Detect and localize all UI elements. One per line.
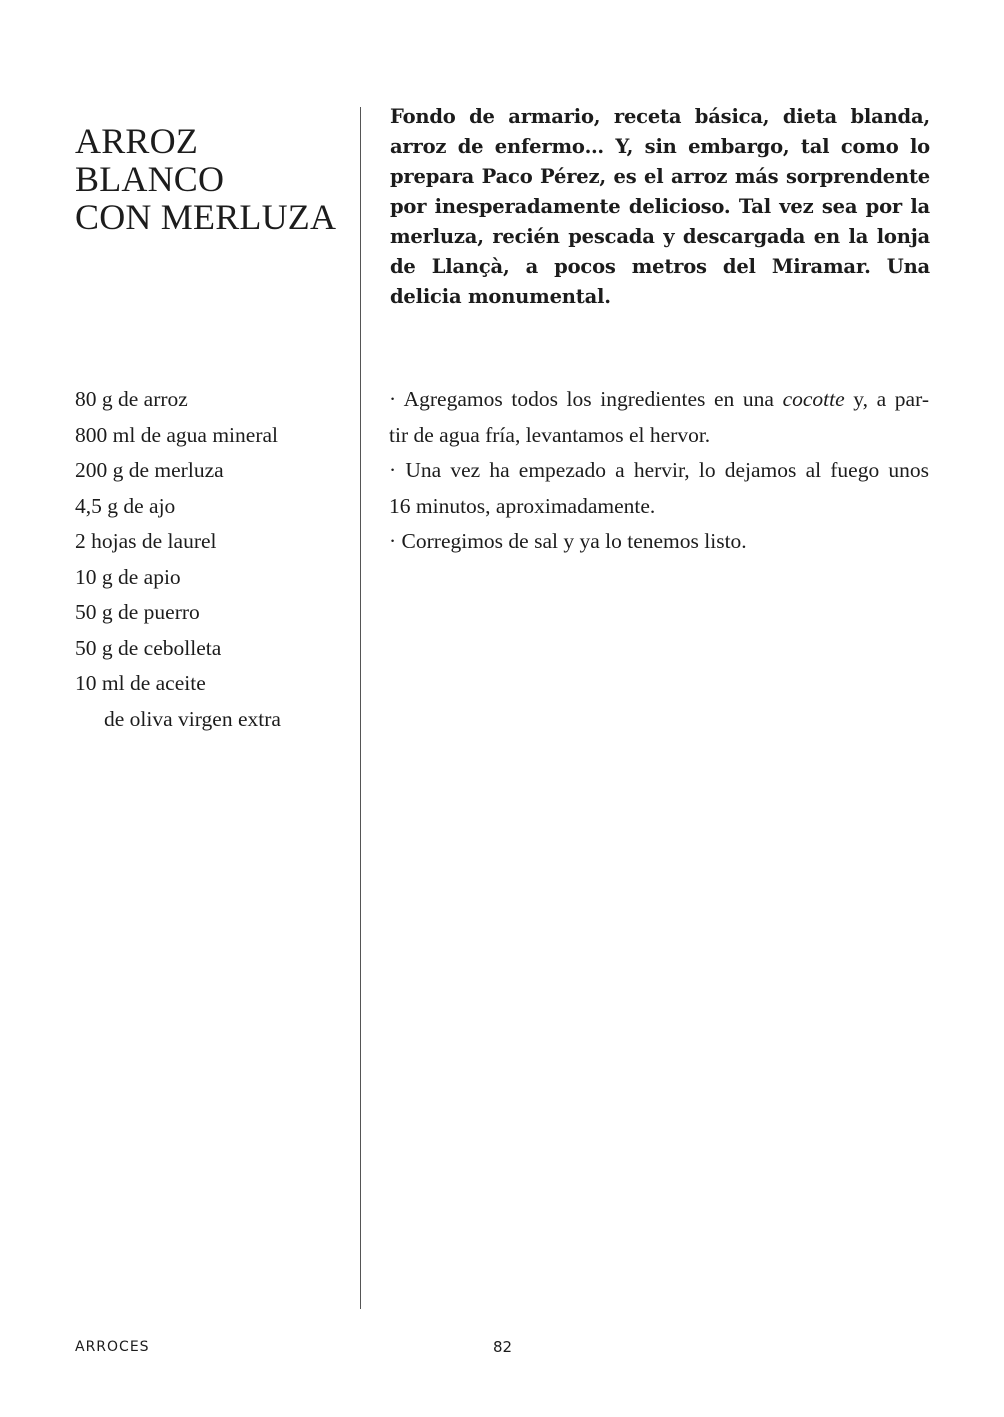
page-number: 82	[493, 1338, 513, 1356]
footer-section-label: ARROCES	[75, 1339, 150, 1355]
ingredient-item: 80 g de arroz	[75, 387, 188, 411]
ingredient-item: 10 g de apio	[75, 564, 181, 589]
recipe-intro: Fondo de armario, receta básica, dieta blanda, arroz de enfermo… Y, sin embargo, tal como lo prepara Paco Pérez, es el arroz más sorprendente por inesperadamente delicioso. Tal vez sea por la merluza, recién pescada y descargada en la lonja de Llançà, a pocos metros del Miramar. Una delicia monumental.	[390, 105, 930, 308]
step-1-continuation: tir de agua fría, levantamos el hervor.	[389, 422, 711, 447]
preparation-steps	[389, 382, 929, 560]
ingredient-item: 50 g de puerro	[75, 600, 200, 624]
ingredient-item: 4,5 g de ajo	[75, 493, 176, 518]
ingredient-item: 800 ml de agua mineral	[75, 422, 278, 447]
recipe-title	[75, 122, 345, 236]
ingredient-item: 50 g de cebolleta	[75, 635, 222, 660]
step-1-italic-term: cocotte	[782, 387, 845, 411]
recipe-title-line: BLANCO	[75, 159, 225, 199]
ingredient-item: 2 hojas de laurel	[75, 529, 217, 553]
ingredient-item: 10 ml de aceite	[75, 671, 206, 695]
column-divider	[360, 107, 361, 1309]
step-1-text: · Agregamos todos los ingredientes en una	[389, 387, 783, 411]
recipe-title-line: ARROZ	[75, 121, 199, 161]
step-3: · Corregimos de sal y ya lo tenemos listo.	[389, 529, 747, 553]
step-1	[389, 382, 929, 418]
ingredients-list	[75, 382, 345, 737]
ingredient-item: 200 g de merluza	[75, 458, 224, 482]
recipe-title-line: CON MERLUZA	[75, 197, 337, 237]
step-2-continuation: 16 minutos, aproximadamente.	[389, 493, 656, 518]
step-2: · Una vez ha empezado a hervir, lo dejamos al fuego unos	[389, 458, 929, 482]
ingredient-item-continuation: de oliva virgen extra	[104, 706, 281, 731]
step-1-text-end: y, a par-	[844, 387, 929, 411]
